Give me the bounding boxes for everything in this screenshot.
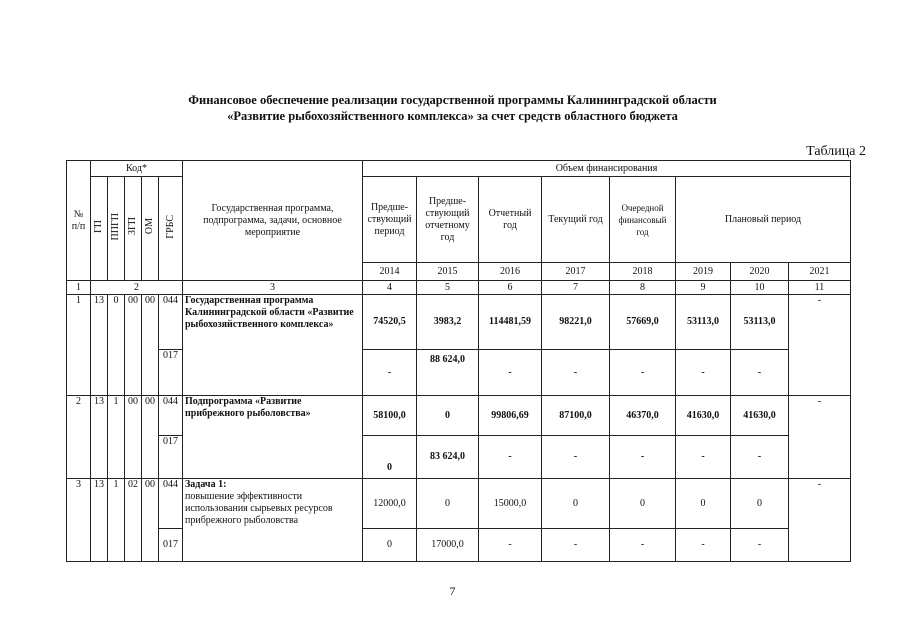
colnum: 11 bbox=[789, 281, 851, 295]
row-name-cell bbox=[183, 479, 363, 562]
header-kod-ppgp: ППГП bbox=[108, 177, 125, 281]
header-year: 2020 bbox=[731, 263, 789, 281]
row-grbs: 017 bbox=[159, 436, 183, 479]
row-om: 00 bbox=[142, 396, 159, 479]
header-kod-grbs: ГРБС bbox=[159, 177, 183, 281]
header-volume: Объем финансирования bbox=[363, 161, 851, 177]
row-zgp: 00 bbox=[125, 295, 142, 396]
row-value: 41630,0 bbox=[731, 396, 789, 436]
row-value: - bbox=[731, 436, 789, 479]
row-value: 57669,0 bbox=[610, 295, 676, 350]
row-value: - bbox=[479, 529, 542, 562]
row-value: 3983,2 bbox=[417, 295, 479, 350]
row-value: 58100,0 bbox=[363, 396, 417, 436]
colnum: 9 bbox=[676, 281, 731, 295]
colnum: 3 bbox=[183, 281, 363, 295]
header-num: № п/п bbox=[67, 161, 91, 281]
row-value: 46370,0 bbox=[610, 396, 676, 436]
row-num: 2 bbox=[67, 396, 91, 479]
row-name: повышение эффективности использования сырьевых ресурсов прибрежного рыболовства bbox=[185, 491, 333, 526]
row-gp: 13 bbox=[91, 479, 108, 562]
row-value: 83 624,0 bbox=[417, 436, 479, 479]
row-grbs: 044 bbox=[159, 295, 183, 350]
row-value: 0 bbox=[676, 479, 731, 529]
header-year: 2014 bbox=[363, 263, 417, 281]
row-2021-value: - bbox=[789, 479, 851, 562]
header-kod-gp: ГП bbox=[91, 177, 108, 281]
header-program: Государственная программа, подпрограмма, задачи, основное мероприятие bbox=[183, 161, 363, 281]
row-value: - bbox=[676, 350, 731, 396]
header-period-prev: Предше-ствующий период bbox=[363, 177, 417, 263]
row-value: - bbox=[479, 350, 542, 396]
row-num: 3 bbox=[67, 479, 91, 562]
row-2021-value: - bbox=[789, 295, 851, 396]
row-grbs: 017 bbox=[159, 529, 183, 562]
row-value: 53113,0 bbox=[731, 295, 789, 350]
row-value: 0 bbox=[417, 396, 479, 436]
header-period-plan: Плановый период bbox=[676, 177, 851, 263]
row-value: - bbox=[610, 529, 676, 562]
row-num: 1 bbox=[67, 295, 91, 396]
row-grbs: 044 bbox=[159, 479, 183, 529]
row-value: 0 bbox=[363, 529, 417, 562]
document-title bbox=[0, 92, 905, 124]
colnum: 10 bbox=[731, 281, 789, 295]
row-value: 114481,59 bbox=[479, 295, 542, 350]
row-value: 0 bbox=[610, 479, 676, 529]
row-2021-value: - bbox=[789, 396, 851, 479]
row-value: - bbox=[731, 529, 789, 562]
row-value: 0 bbox=[417, 479, 479, 529]
row-value: 17000,0 bbox=[417, 529, 479, 562]
colnum: 4 bbox=[363, 281, 417, 295]
row-value: 88 624,0 bbox=[417, 350, 479, 396]
row-value: 0 bbox=[363, 436, 417, 479]
row-value: 53113,0 bbox=[676, 295, 731, 350]
row-grbs: 044 bbox=[159, 396, 183, 436]
colnum: 7 bbox=[542, 281, 610, 295]
row-value: - bbox=[542, 436, 610, 479]
header-kod: Код* bbox=[91, 161, 183, 177]
row-value: - bbox=[610, 350, 676, 396]
colnum: 2 bbox=[91, 281, 183, 295]
colnum: 5 bbox=[417, 281, 479, 295]
header-kod-zgp: ЗГП bbox=[125, 177, 142, 281]
row-gp: 13 bbox=[91, 295, 108, 396]
row-ppgp: 1 bbox=[108, 396, 125, 479]
header-period-current: Текущий год bbox=[542, 177, 610, 263]
row-value: 98221,0 bbox=[542, 295, 610, 350]
row-value: 74520,5 bbox=[363, 295, 417, 350]
title-line-1: Финансовое обеспечение реализации государственной программы Калининградской области bbox=[188, 93, 717, 107]
row-gp: 13 bbox=[91, 396, 108, 479]
row-zgp: 00 bbox=[125, 396, 142, 479]
table-label: Таблица 2 bbox=[806, 144, 866, 159]
header-year: 2017 bbox=[542, 263, 610, 281]
row-value: - bbox=[542, 529, 610, 562]
row-value: 0 bbox=[542, 479, 610, 529]
row-value: 12000,0 bbox=[363, 479, 417, 529]
row-name: Государственная программа Калининградской области «Развитие рыбохозяйственного комплекса» bbox=[183, 295, 363, 396]
row-om: 00 bbox=[142, 295, 159, 396]
colnum: 1 bbox=[67, 281, 91, 295]
row-value: 41630,0 bbox=[676, 396, 731, 436]
row-value: - bbox=[676, 529, 731, 562]
header-kod-om: ОМ bbox=[142, 177, 159, 281]
row-value: 87100,0 bbox=[542, 396, 610, 436]
header-period-next: Очередной финансовый год bbox=[610, 177, 676, 263]
header-period-prev-report: Предше-ствующий отчетному год bbox=[417, 177, 479, 263]
row-value: - bbox=[363, 350, 417, 396]
header-year: 2015 bbox=[417, 263, 479, 281]
row-value: - bbox=[731, 350, 789, 396]
row-grbs: 017 bbox=[159, 350, 183, 396]
row-zgp: 02 bbox=[125, 479, 142, 562]
header-period-report: Отчетный год bbox=[479, 177, 542, 263]
financing-table bbox=[66, 160, 851, 562]
row-value: - bbox=[479, 436, 542, 479]
row-value: 99806,69 bbox=[479, 396, 542, 436]
page-number: 7 bbox=[449, 584, 456, 598]
header-year: 2019 bbox=[676, 263, 731, 281]
row-name-bold: Задача 1: bbox=[185, 479, 227, 490]
row-value: - bbox=[610, 436, 676, 479]
header-year: 2021 bbox=[789, 263, 851, 281]
title-line-2: «Развитие рыбохозяйственного комплекса» за счет средств областного бюджета bbox=[227, 109, 678, 123]
row-value: - bbox=[542, 350, 610, 396]
row-ppgp: 1 bbox=[108, 479, 125, 562]
row-ppgp: 0 bbox=[108, 295, 125, 396]
row-value: 15000,0 bbox=[479, 479, 542, 529]
header-year: 2018 bbox=[610, 263, 676, 281]
row-value: 0 bbox=[731, 479, 789, 529]
row-value: - bbox=[676, 436, 731, 479]
colnum: 8 bbox=[610, 281, 676, 295]
header-year: 2016 bbox=[479, 263, 542, 281]
row-om: 00 bbox=[142, 479, 159, 562]
colnum: 6 bbox=[479, 281, 542, 295]
row-name: Подпрограмма «Развитие прибрежного рыболовства» bbox=[183, 396, 363, 479]
